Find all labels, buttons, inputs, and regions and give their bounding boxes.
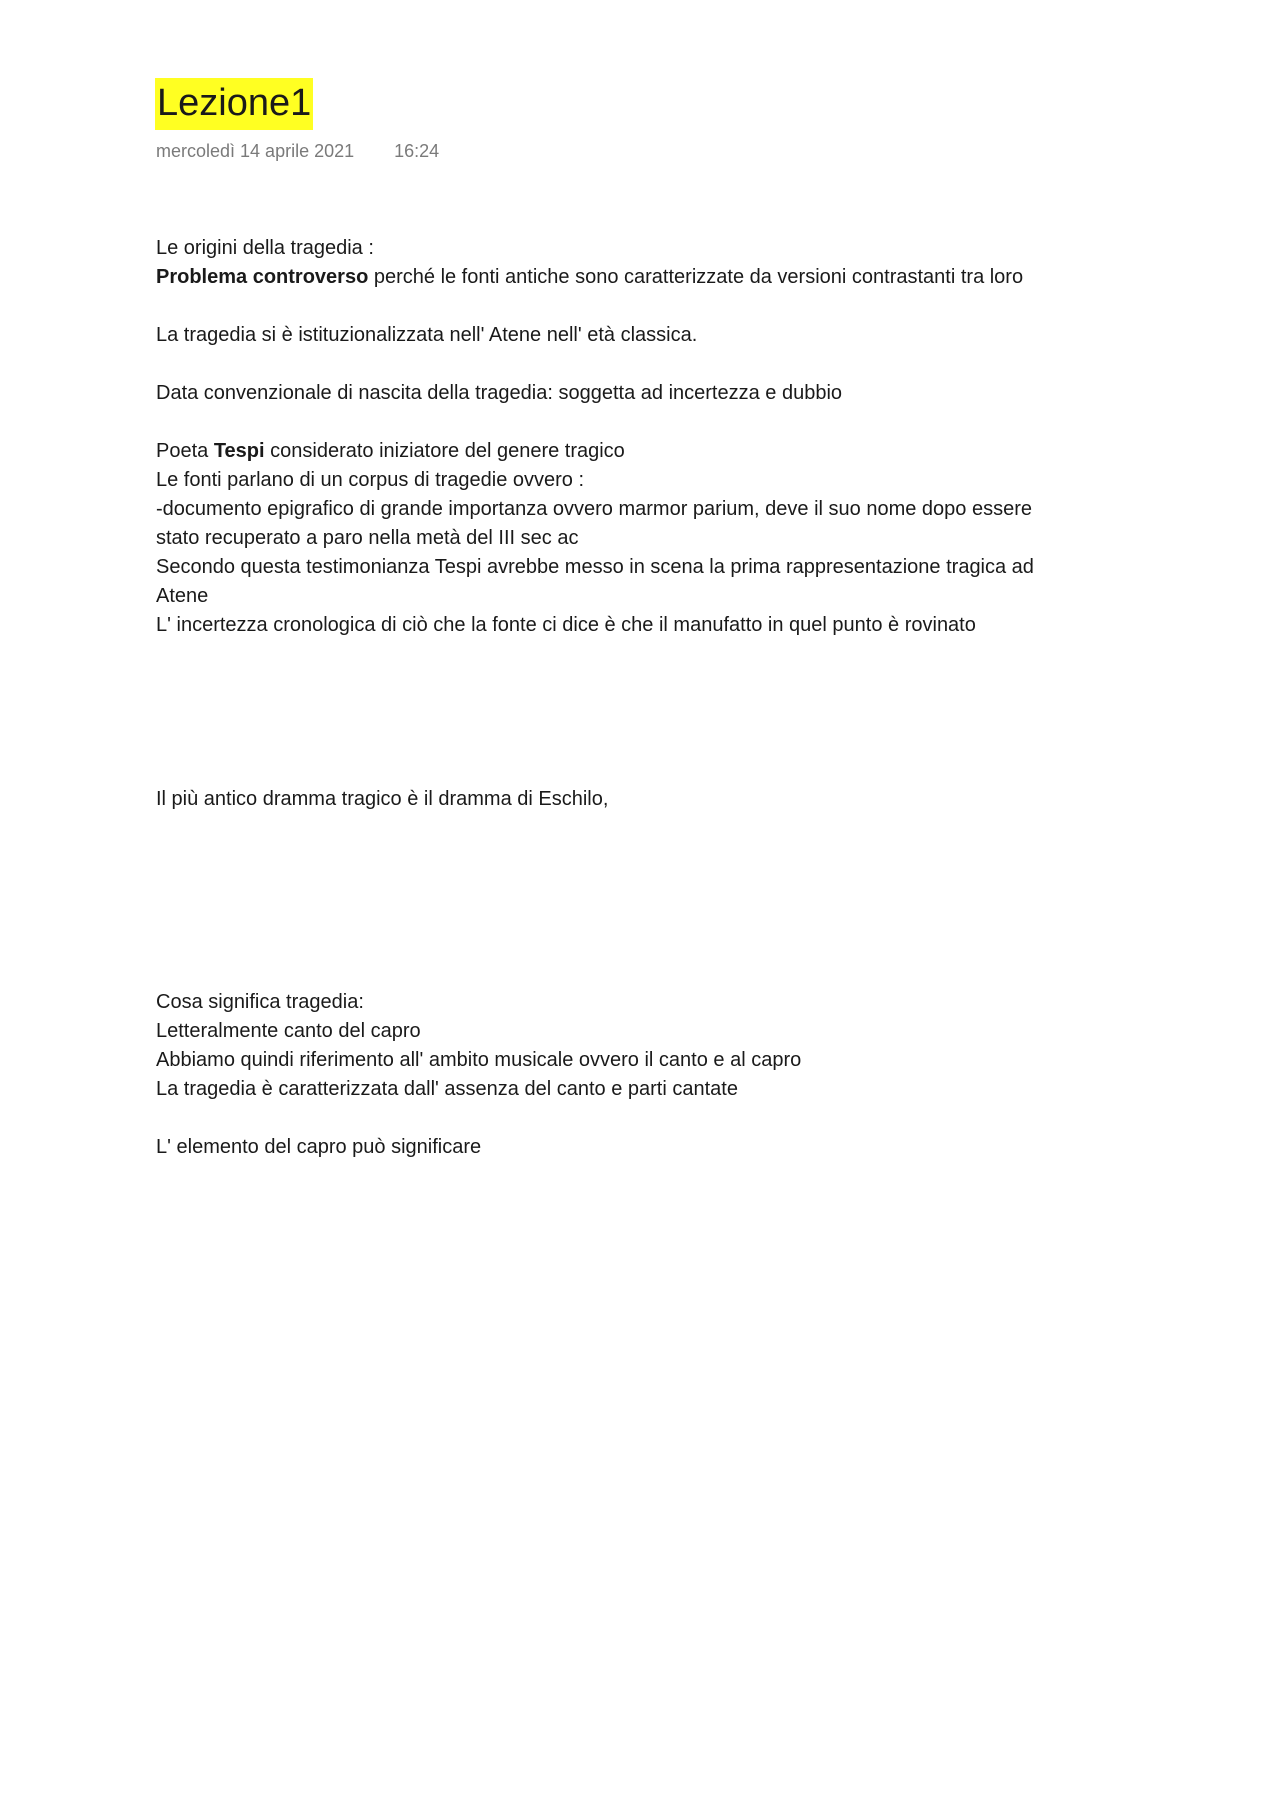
text-line-testimonianza: Secondo questa testimonianza Tespi avrebbe messo in scena la prima rappresentazione tragica ad <box>156 556 1034 578</box>
text-line-istituzionalizzata: La tragedia si è istituzionalizzata nell' Atene nell' età classica. <box>156 324 698 346</box>
text-line-tespi <box>156 437 625 466</box>
text-line-elemento-capro: L' elemento del capro può significare <box>156 1136 482 1158</box>
text-line-problema <box>156 263 1023 292</box>
note-date: mercoledì 14 aprile 2021 <box>156 141 355 161</box>
bold-problema-controverso: Problema controverso <box>156 266 369 288</box>
text-line-canto-capro: Letteralmente canto del capro <box>156 1020 421 1042</box>
text-line-ambito-musicale: Abbiamo quindi riferimento all' ambito musicale ovvero il canto e al capro <box>156 1049 802 1071</box>
text-line-atene: Atene <box>156 585 209 607</box>
text-line-eschilo: Il più antico dramma tragico è il dramma di Eschilo, <box>156 788 609 810</box>
text-line-corpus: Le fonti parlano di un corpus di tragedie ovvero : <box>156 469 585 491</box>
note-time: 16:24 <box>394 141 440 161</box>
note-metadata <box>156 138 439 164</box>
text-line-cosa-significa: Cosa significa tragedia: <box>156 991 364 1013</box>
text-problema-rest: perché le fonti antiche sono caratterizzate da versioni contrastanti tra loro <box>368 266 1024 288</box>
text-line-data-convenzionale: Data convenzionale di nascita della tragedia: soggetta ad incertezza e dubbio <box>156 382 843 404</box>
text-line-origini: Le origini della tragedia : <box>156 237 374 259</box>
text-poeta: Poeta <box>156 440 214 462</box>
text-line-assenza-canto: La tragedia è caratterizzata dall' assenza del canto e parti cantate <box>156 1078 738 1100</box>
page-title: Lezione1 <box>155 78 313 130</box>
text-line-recuperato: stato recuperato a paro nella metà del III sec ac <box>156 527 579 549</box>
text-line-incertezza: L' incertezza cronologica di ciò che la fonte ci dice è che il manufatto in quel punto è rovinato <box>156 614 976 636</box>
text-line-documento-epigrafico: -documento epigrafico di grande importanza ovvero marmor parium, deve il suo nome dopo essere <box>156 498 1033 520</box>
bold-tespi: Tespi <box>213 440 265 462</box>
text-tespi-rest: considerato iniziatore del genere tragico <box>264 440 625 462</box>
